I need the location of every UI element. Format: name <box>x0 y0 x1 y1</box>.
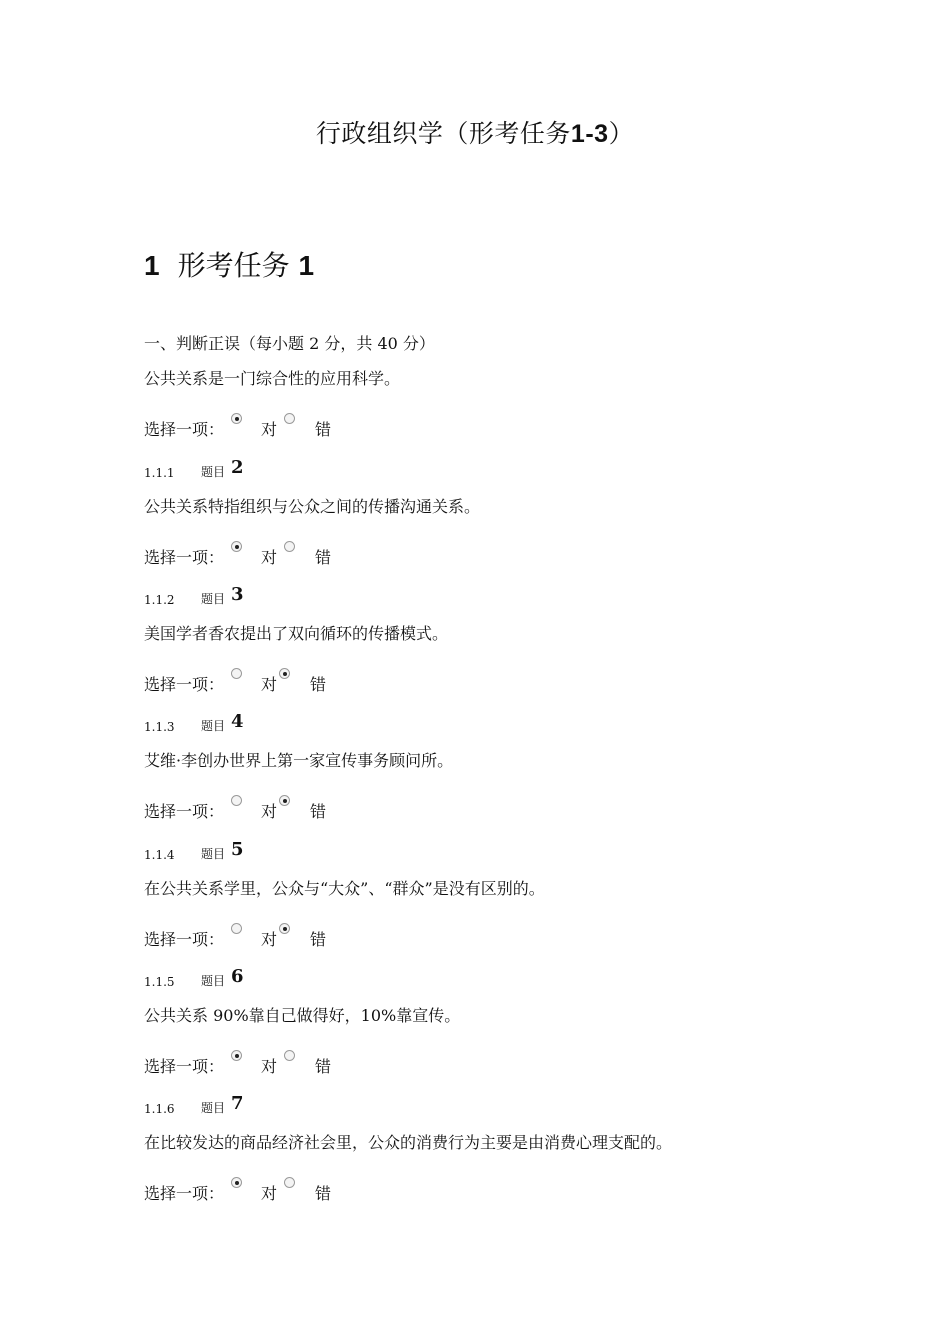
question-word: 题目 <box>201 974 226 988</box>
part-heading: 一、判断正误（每小题 2 分，共 40 分） <box>144 334 435 353</box>
section-title-text: 形考任务 <box>177 249 290 282</box>
option-false-label: 错 <box>315 548 332 567</box>
option-false-label: 错 <box>310 675 327 694</box>
radio-false[interactable] <box>284 541 295 552</box>
option-true-label: 对 <box>261 675 278 694</box>
question-text: 在比较发达的商品经济社会里，公众的消费行为主要是由消费心理支配的。 <box>144 1133 673 1152</box>
question-text: 美国学者香农提出了双向循环的传播模式。 <box>144 624 449 643</box>
select-one-label: 选择一项： <box>144 802 225 821</box>
question-index: 1.1.2 <box>144 593 175 607</box>
question-index: 1.1.6 <box>144 1102 175 1116</box>
question-text: 公共关系是一门综合性的应用科学。 <box>144 369 401 388</box>
question-num: 3 <box>231 584 244 605</box>
question-text: 在公共关系学里，公众与“大众”、“群众”是没有区别的。 <box>144 879 545 898</box>
question-num: 4 <box>231 711 244 732</box>
option-false-label: 错 <box>315 1057 332 1076</box>
select-one-label: 选择一项： <box>144 420 225 439</box>
radio-true[interactable] <box>231 668 242 679</box>
answer-choice-row <box>144 411 444 441</box>
radio-true[interactable] <box>231 923 242 934</box>
question-number <box>144 710 444 734</box>
question-word: 题目 <box>201 592 226 606</box>
document-title-close: ） <box>608 119 635 148</box>
section-number: 1 <box>144 250 160 281</box>
question-number <box>144 965 444 989</box>
radio-false[interactable] <box>279 923 290 934</box>
radio-false[interactable] <box>279 795 290 806</box>
answer-choice-row <box>144 921 444 951</box>
question-word: 题目 <box>201 465 226 479</box>
question-number <box>144 456 444 480</box>
document-title-range: 1-3 <box>570 120 609 148</box>
section-title-number: 1 <box>298 250 315 281</box>
radio-false[interactable] <box>284 413 295 424</box>
option-false-label: 错 <box>310 802 327 821</box>
option-true-label: 对 <box>261 1184 278 1203</box>
option-true-label: 对 <box>261 420 278 439</box>
question-index: 1.1.1 <box>144 466 175 480</box>
question-text: 艾维·李创办世界上第一家宣传事务顾问所。 <box>144 751 454 770</box>
answer-choice-row <box>144 1048 444 1078</box>
option-true-label: 对 <box>261 548 278 567</box>
radio-false[interactable] <box>279 668 290 679</box>
question-index: 1.1.5 <box>144 975 175 989</box>
question-index: 1.1.4 <box>144 848 175 862</box>
question-num: 6 <box>231 966 244 987</box>
select-one-label: 选择一项： <box>144 1057 225 1076</box>
radio-true[interactable] <box>231 413 242 424</box>
question-number <box>144 1092 444 1116</box>
select-one-label: 选择一项： <box>144 930 225 949</box>
option-true-label: 对 <box>261 1057 278 1076</box>
question-word: 题目 <box>201 1101 226 1115</box>
radio-true[interactable] <box>231 795 242 806</box>
question-num: 7 <box>231 1093 244 1114</box>
radio-false[interactable] <box>284 1050 295 1061</box>
question-text: 公共关系特指组织与公众之间的传播沟通关系。 <box>144 497 481 516</box>
option-false-label: 错 <box>315 1184 332 1203</box>
option-false-label: 错 <box>315 420 332 439</box>
answer-choice-row <box>144 539 444 569</box>
question-index: 1.1.3 <box>144 720 175 734</box>
question-text: 公共关系 90%靠自己做得好，10%靠宣传。 <box>144 1006 461 1025</box>
question-word: 题目 <box>201 847 226 861</box>
answer-choice-row <box>144 793 444 823</box>
question-number <box>144 583 444 607</box>
radio-true[interactable] <box>231 1177 242 1188</box>
section-heading <box>144 244 314 284</box>
question-word: 题目 <box>201 719 226 733</box>
radio-true[interactable] <box>231 541 242 552</box>
question-number <box>144 838 444 862</box>
question-num: 2 <box>231 457 244 478</box>
answer-choice-row <box>144 666 444 696</box>
question-num: 5 <box>231 839 244 860</box>
option-false-label: 错 <box>310 930 327 949</box>
document-title <box>0 114 950 150</box>
select-one-label: 选择一项： <box>144 1184 225 1203</box>
option-true-label: 对 <box>261 802 278 821</box>
document-title-text: 行政组织学（形考任务 <box>315 119 571 148</box>
select-one-label: 选择一项： <box>144 675 225 694</box>
answer-choice-row <box>144 1175 444 1205</box>
radio-true[interactable] <box>231 1050 242 1061</box>
option-true-label: 对 <box>261 930 278 949</box>
select-one-label: 选择一项： <box>144 548 225 567</box>
radio-false[interactable] <box>284 1177 295 1188</box>
